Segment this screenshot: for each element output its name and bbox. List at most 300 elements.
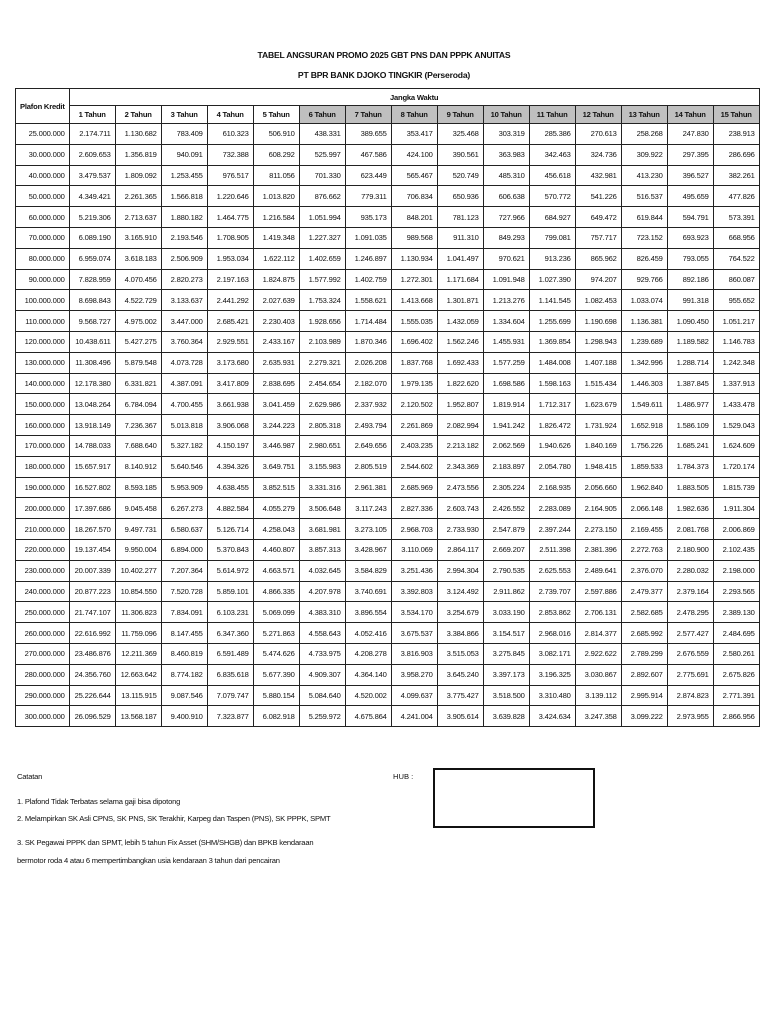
installment-cell: 3.273.105 xyxy=(345,519,391,540)
installment-cell: 495.659 xyxy=(667,186,713,207)
installment-cell: 2.183.897 xyxy=(483,456,529,477)
installment-cell: 1.953.034 xyxy=(207,248,253,269)
installment-cell: 826.459 xyxy=(621,248,667,269)
installment-cell: 2.006.869 xyxy=(713,519,759,540)
installment-cell: 7.207.364 xyxy=(161,560,207,581)
installment-cell: 24.356.760 xyxy=(69,664,115,685)
installment-cell: 650.936 xyxy=(437,186,483,207)
installment-cell: 4.099.637 xyxy=(391,685,437,706)
installment-cell: 2.081.768 xyxy=(667,519,713,540)
year-header-2: 2 Tahun xyxy=(115,106,161,124)
installment-cell: 4.558.643 xyxy=(299,623,345,644)
installment-cell: 1.334.604 xyxy=(483,311,529,332)
year-header-14: 14 Tahun xyxy=(667,106,713,124)
plafon-cell: 170.000.000 xyxy=(16,435,70,456)
table-title: TABEL ANGSURAN PROMO 2025 GBT PNS DAN PPPK ANUITAS xyxy=(257,50,511,60)
installment-cell: 1.941.242 xyxy=(483,415,529,436)
installment-cell: 9.497.731 xyxy=(115,519,161,540)
installment-cell: 2.929.551 xyxy=(207,331,253,352)
installment-cell: 811.056 xyxy=(253,165,299,186)
plafon-cell: 25.000.000 xyxy=(16,124,70,145)
installment-cell: 2.685.992 xyxy=(621,623,667,644)
installment-cell: 1.337.913 xyxy=(713,373,759,394)
installment-cell: 456.618 xyxy=(529,165,575,186)
installment-cell: 3.384.866 xyxy=(437,623,483,644)
installment-cell: 3.117.243 xyxy=(345,498,391,519)
hub-contact-box xyxy=(433,768,595,828)
installment-cell: 2.454.654 xyxy=(299,373,345,394)
installment-cell: 25.226.644 xyxy=(69,685,115,706)
installment-cell: 1.227.327 xyxy=(299,227,345,248)
installment-cell: 516.537 xyxy=(621,186,667,207)
installment-cell: 1.301.871 xyxy=(437,290,483,311)
table-row xyxy=(16,394,760,415)
installment-cell: 2.484.695 xyxy=(713,623,759,644)
installment-cell: 3.760.364 xyxy=(161,331,207,352)
plafon-cell: 200.000.000 xyxy=(16,498,70,519)
installment-cell: 2.283.089 xyxy=(529,498,575,519)
plafon-cell: 240.000.000 xyxy=(16,581,70,602)
installment-cell: 2.864.117 xyxy=(437,539,483,560)
installment-cell: 4.866.335 xyxy=(253,581,299,602)
installment-cell: 2.739.707 xyxy=(529,581,575,602)
installment-cell: 5.859.101 xyxy=(207,581,253,602)
installment-cell: 432.981 xyxy=(575,165,621,186)
installment-cell: 2.381.396 xyxy=(575,539,621,560)
installment-cell: 3.247.358 xyxy=(575,706,621,727)
installment-cell: 5.677.390 xyxy=(253,664,299,685)
installment-cell: 438.331 xyxy=(299,124,345,145)
installment-cell: 2.102.435 xyxy=(713,539,759,560)
installment-cell: 23.486.876 xyxy=(69,643,115,664)
installment-cell: 3.139.112 xyxy=(575,685,621,706)
installment-cell: 21.747.107 xyxy=(69,602,115,623)
installment-cell: 3.479.537 xyxy=(69,165,115,186)
installment-cell: 4.258.043 xyxy=(253,519,299,540)
installment-cell: 1.562.246 xyxy=(437,331,483,352)
installment-cell: 2.054.780 xyxy=(529,456,575,477)
installment-cell: 1.692.433 xyxy=(437,352,483,373)
plafon-cell: 260.000.000 xyxy=(16,623,70,644)
plafon-cell: 60.000.000 xyxy=(16,207,70,228)
installment-cell: 520.749 xyxy=(437,165,483,186)
installment-cell: 2.874.823 xyxy=(667,685,713,706)
plafon-cell: 190.000.000 xyxy=(16,477,70,498)
installment-cell: 2.706.131 xyxy=(575,602,621,623)
table-row xyxy=(16,623,760,644)
installment-cell: 2.379.164 xyxy=(667,581,713,602)
installment-cell: 1.387.845 xyxy=(667,373,713,394)
installment-cell: 2.577.427 xyxy=(667,623,713,644)
installment-table xyxy=(15,88,760,727)
installment-cell: 3.251.436 xyxy=(391,560,437,581)
installment-cell: 3.896.554 xyxy=(345,602,391,623)
installment-cell: 1.685.241 xyxy=(667,435,713,456)
installment-cell: 1.090.450 xyxy=(667,311,713,332)
installment-cell: 606.638 xyxy=(483,186,529,207)
installment-cell: 6.835.618 xyxy=(207,664,253,685)
installment-cell: 594.791 xyxy=(667,207,713,228)
installment-cell: 1.216.584 xyxy=(253,207,299,228)
plafon-cell: 270.000.000 xyxy=(16,643,70,664)
installment-cell: 3.518.500 xyxy=(483,685,529,706)
installment-cell: 2.168.935 xyxy=(529,477,575,498)
installment-cell: 4.394.326 xyxy=(207,456,253,477)
table-row xyxy=(16,643,760,664)
year-header-1: 1 Tahun xyxy=(69,106,115,124)
installment-cell: 929.766 xyxy=(621,269,667,290)
installment-cell: 727.966 xyxy=(483,207,529,228)
year-header-3: 3 Tahun xyxy=(161,106,207,124)
installment-cell: 2.279.321 xyxy=(299,352,345,373)
year-header-4: 4 Tahun xyxy=(207,106,253,124)
installment-cell: 3.173.680 xyxy=(207,352,253,373)
installment-cell: 1.586.109 xyxy=(667,415,713,436)
installment-cell: 9.950.004 xyxy=(115,539,161,560)
installment-cell: 3.681.981 xyxy=(299,519,345,540)
installment-cell: 2.580.261 xyxy=(713,643,759,664)
table-row xyxy=(16,456,760,477)
installment-cell: 779.311 xyxy=(345,186,391,207)
installment-cell: 5.640.546 xyxy=(161,456,207,477)
installment-cell: 1.213.276 xyxy=(483,290,529,311)
installment-cell: 892.186 xyxy=(667,269,713,290)
installment-cell: 2.789.299 xyxy=(621,643,667,664)
installment-cell: 2.547.879 xyxy=(483,519,529,540)
installment-cell: 4.700.455 xyxy=(161,394,207,415)
installment-cell: 701.330 xyxy=(299,165,345,186)
installment-cell: 2.174.711 xyxy=(69,124,115,145)
table-row xyxy=(16,435,760,456)
installment-cell: 2.397.244 xyxy=(529,519,575,540)
installment-cell: 2.968.016 xyxy=(529,623,575,644)
installment-cell: 1.091.948 xyxy=(483,269,529,290)
table-row xyxy=(16,498,760,519)
table-row xyxy=(16,269,760,290)
installment-cell: 3.310.480 xyxy=(529,685,575,706)
installment-cell: 1.622.112 xyxy=(253,248,299,269)
year-header-8: 8 Tahun xyxy=(391,106,437,124)
installment-cell: 4.073.728 xyxy=(161,352,207,373)
installment-cell: 2.685.421 xyxy=(207,311,253,332)
installment-cell: 396.527 xyxy=(667,165,713,186)
installment-cell: 5.614.972 xyxy=(207,560,253,581)
table-row xyxy=(16,227,760,248)
installment-cell: 6.267.273 xyxy=(161,498,207,519)
installment-cell: 706.834 xyxy=(391,186,437,207)
installment-cell: 4.207.978 xyxy=(299,581,345,602)
installment-cell: 2.062.569 xyxy=(483,435,529,456)
installment-cell: 1.698.586 xyxy=(483,373,529,394)
installment-cell: 1.962.840 xyxy=(621,477,667,498)
installment-cell: 3.041.459 xyxy=(253,394,299,415)
installment-cell: 5.953.909 xyxy=(161,477,207,498)
installment-cell: 3.082.171 xyxy=(529,643,575,664)
notes-heading: Catatan xyxy=(17,772,43,781)
installment-cell: 2.026.208 xyxy=(345,352,391,373)
installment-cell: 1.696.402 xyxy=(391,331,437,352)
installment-cell: 2.273.150 xyxy=(575,519,621,540)
installment-cell: 17.397.686 xyxy=(69,498,115,519)
installment-cell: 8.140.912 xyxy=(115,456,161,477)
installment-cell: 793.055 xyxy=(667,248,713,269)
installment-cell: 2.489.641 xyxy=(575,560,621,581)
installment-cell: 2.775.691 xyxy=(667,664,713,685)
installment-cell: 7.520.728 xyxy=(161,581,207,602)
installment-cell: 2.056.660 xyxy=(575,477,621,498)
installment-cell: 1.402.759 xyxy=(345,269,391,290)
installment-cell: 3.906.068 xyxy=(207,415,253,436)
installment-cell: 1.255.699 xyxy=(529,311,575,332)
installment-cell: 1.130.682 xyxy=(115,124,161,145)
installment-cell: 1.272.301 xyxy=(391,269,437,290)
table-row xyxy=(16,290,760,311)
table-row xyxy=(16,477,760,498)
note-2: 2. Melampirkan SK Asli CPNS, SK PNS, SK Terakhir, Karpeg dan Taspen (PNS), SK PPPK, SPMT xyxy=(17,814,331,823)
installment-cell: 285.386 xyxy=(529,124,575,145)
installment-cell: 2.164.905 xyxy=(575,498,621,519)
installment-cell: 22.616.992 xyxy=(69,623,115,644)
installment-cell: 16.527.802 xyxy=(69,477,115,498)
table-row xyxy=(16,519,760,540)
installment-cell: 2.426.552 xyxy=(483,498,529,519)
installment-cell: 303.319 xyxy=(483,124,529,145)
note-3-line-1: 3. SK Pegawai PPPK dan SPMT, lebih 5 tahun Fix Asset (SHM/SHGB) dan BPKB kendaraan xyxy=(17,838,314,847)
plafon-cell: 90.000.000 xyxy=(16,269,70,290)
year-header-10: 10 Tahun xyxy=(483,106,529,124)
installment-cell: 1.464.775 xyxy=(207,207,253,228)
years-header-row xyxy=(16,106,760,124)
note-3-line-2: bermotor roda 4 atau 6 mempertimbangkan usia kendaraan 3 tahun dari pencairan xyxy=(17,856,280,865)
installment-cell: 3.155.983 xyxy=(299,456,345,477)
table-row xyxy=(16,706,760,727)
installment-cell: 3.254.679 xyxy=(437,602,483,623)
installment-cell: 2.473.556 xyxy=(437,477,483,498)
table-row xyxy=(16,581,760,602)
installment-cell: 525.997 xyxy=(299,144,345,165)
installment-cell: 565.467 xyxy=(391,165,437,186)
company-name: PT BPR BANK DJOKO TINGKIR (Perseroda) xyxy=(297,70,471,80)
installment-cell: 1.756.226 xyxy=(621,435,667,456)
installment-cell: 2.790.535 xyxy=(483,560,529,581)
installment-cell: 324.736 xyxy=(575,144,621,165)
hub-label: HUB : xyxy=(393,772,414,781)
table-row xyxy=(16,352,760,373)
installment-cell: 2.182.070 xyxy=(345,373,391,394)
plafon-cell: 30.000.000 xyxy=(16,144,70,165)
installment-cell: 2.261.365 xyxy=(115,186,161,207)
installment-cell: 2.675.826 xyxy=(713,664,759,685)
installment-cell: 1.809.092 xyxy=(115,165,161,186)
jangka-waktu-header: Jangka Waktu xyxy=(69,89,759,106)
installment-cell: 1.342.996 xyxy=(621,352,667,373)
installment-cell: 723.152 xyxy=(621,227,667,248)
installment-cell: 1.712.317 xyxy=(529,394,575,415)
installment-cell: 3.816.903 xyxy=(391,643,437,664)
installment-cell: 2.343.369 xyxy=(437,456,483,477)
installment-cell: 623.449 xyxy=(345,165,391,186)
plafon-cell: 120.000.000 xyxy=(16,331,70,352)
installment-cell: 940.091 xyxy=(161,144,207,165)
installment-cell: 3.675.537 xyxy=(391,623,437,644)
installment-cell: 1.624.609 xyxy=(713,435,759,456)
installment-cell: 1.288.714 xyxy=(667,352,713,373)
plafon-cell: 130.000.000 xyxy=(16,352,70,373)
installment-cell: 3.417.809 xyxy=(207,373,253,394)
installment-cell: 2.838.695 xyxy=(253,373,299,394)
installment-cell: 8.593.185 xyxy=(115,477,161,498)
installment-cell: 1.549.611 xyxy=(621,394,667,415)
installment-cell: 7.079.747 xyxy=(207,685,253,706)
installment-cell: 3.124.492 xyxy=(437,581,483,602)
installment-cell: 4.052.416 xyxy=(345,623,391,644)
installment-cell: 2.511.398 xyxy=(529,539,575,560)
installment-cell: 13.048.264 xyxy=(69,394,115,415)
installment-cell: 3.661.938 xyxy=(207,394,253,415)
installment-cell: 3.133.637 xyxy=(161,290,207,311)
installment-cell: 10.854.550 xyxy=(115,581,161,602)
installment-cell: 1.598.163 xyxy=(529,373,575,394)
table-row xyxy=(16,560,760,581)
installment-cell: 2.272.763 xyxy=(621,539,667,560)
installment-cell: 9.045.458 xyxy=(115,498,161,519)
installment-cell: 424.100 xyxy=(391,144,437,165)
installment-cell: 1.529.043 xyxy=(713,415,759,436)
installment-cell: 1.407.188 xyxy=(575,352,621,373)
installment-cell: 2.180.900 xyxy=(667,539,713,560)
installment-cell: 876.662 xyxy=(299,186,345,207)
installment-cell: 1.979.135 xyxy=(391,373,437,394)
installment-cell: 2.980.651 xyxy=(299,435,345,456)
installment-cell: 3.506.648 xyxy=(299,498,345,519)
installment-cell: 13.115.915 xyxy=(115,685,161,706)
year-header-6: 6 Tahun xyxy=(299,106,345,124)
table-row xyxy=(16,602,760,623)
plafon-cell: 70.000.000 xyxy=(16,227,70,248)
installment-cell: 8.774.182 xyxy=(161,664,207,685)
installment-cell: 1.880.182 xyxy=(161,207,207,228)
installment-cell: 2.493.794 xyxy=(345,415,391,436)
installment-cell: 2.506.909 xyxy=(161,248,207,269)
installment-cell: 3.515.053 xyxy=(437,643,483,664)
installment-cell: 11.308.496 xyxy=(69,352,115,373)
installment-cell: 860.087 xyxy=(713,269,759,290)
year-header-11: 11 Tahun xyxy=(529,106,575,124)
installment-cell: 286.696 xyxy=(713,144,759,165)
installment-cell: 1.623.679 xyxy=(575,394,621,415)
installment-cell: 1.239.689 xyxy=(621,331,667,352)
installment-cell: 3.033.190 xyxy=(483,602,529,623)
installment-cell: 11.306.823 xyxy=(115,602,161,623)
installment-cell: 865.962 xyxy=(575,248,621,269)
installment-cell: 1.870.346 xyxy=(345,331,391,352)
installment-cell: 1.753.324 xyxy=(299,290,345,311)
installment-cell: 309.922 xyxy=(621,144,667,165)
installment-cell: 3.331.316 xyxy=(299,477,345,498)
installment-cell: 2.441.292 xyxy=(207,290,253,311)
installment-cell: 2.629.986 xyxy=(299,394,345,415)
installment-cell: 3.392.803 xyxy=(391,581,437,602)
installment-cell: 2.479.377 xyxy=(621,581,667,602)
plafon-cell: 140.000.000 xyxy=(16,373,70,394)
installment-cell: 10.402.277 xyxy=(115,560,161,581)
installment-cell: 2.376.070 xyxy=(621,560,667,581)
installment-cell: 6.347.360 xyxy=(207,623,253,644)
plafon-cell: 280.000.000 xyxy=(16,664,70,685)
plafon-cell: 160.000.000 xyxy=(16,415,70,436)
installment-cell: 4.909.307 xyxy=(299,664,345,685)
installment-cell: 4.522.729 xyxy=(115,290,161,311)
installment-cell: 4.070.456 xyxy=(115,269,161,290)
installment-cell: 4.638.455 xyxy=(207,477,253,498)
installment-cell: 5.013.818 xyxy=(161,415,207,436)
plafon-cell: 230.000.000 xyxy=(16,560,70,581)
year-header-7: 7 Tahun xyxy=(345,106,391,124)
installment-cell: 7.828.959 xyxy=(69,269,115,290)
installment-cell: 477.826 xyxy=(713,186,759,207)
installment-cell: 3.397.173 xyxy=(483,664,529,685)
installment-cell: 12.663.642 xyxy=(115,664,161,685)
installment-cell: 1.189.582 xyxy=(667,331,713,352)
installment-cell: 413.230 xyxy=(621,165,667,186)
installment-cell: 849.293 xyxy=(483,227,529,248)
installment-cell: 297.395 xyxy=(667,144,713,165)
installment-cell: 608.292 xyxy=(253,144,299,165)
installment-cell: 6.959.074 xyxy=(69,248,115,269)
installment-cell: 2.922.622 xyxy=(575,643,621,664)
installment-cell: 2.853.862 xyxy=(529,602,575,623)
installment-cell: 12.178.380 xyxy=(69,373,115,394)
installment-cell: 2.197.163 xyxy=(207,269,253,290)
installment-cell: 570.772 xyxy=(529,186,575,207)
installment-cell: 2.193.546 xyxy=(161,227,207,248)
installment-cell: 1.190.698 xyxy=(575,311,621,332)
installment-cell: 1.242.348 xyxy=(713,352,759,373)
installment-cell: 2.120.502 xyxy=(391,394,437,415)
installment-cell: 3.534.170 xyxy=(391,602,437,623)
installment-cell: 9.568.727 xyxy=(69,311,115,332)
installment-cell: 389.655 xyxy=(345,124,391,145)
installment-cell: 1.883.505 xyxy=(667,477,713,498)
table-row xyxy=(16,311,760,332)
installment-cell: 8.460.819 xyxy=(161,643,207,664)
installment-cell: 3.857.313 xyxy=(299,539,345,560)
installment-cell: 541.226 xyxy=(575,186,621,207)
plafon-cell: 80.000.000 xyxy=(16,248,70,269)
table-row xyxy=(16,124,760,145)
plafon-cell: 100.000.000 xyxy=(16,290,70,311)
installment-cell: 4.882.584 xyxy=(207,498,253,519)
installment-cell: 467.586 xyxy=(345,144,391,165)
installment-cell: 3.584.829 xyxy=(345,560,391,581)
installment-cell: 3.775.427 xyxy=(437,685,483,706)
installment-cell: 6.591.489 xyxy=(207,643,253,664)
installment-cell: 2.082.994 xyxy=(437,415,483,436)
installment-cell: 15.657.917 xyxy=(69,456,115,477)
installment-cell: 26.096.529 xyxy=(69,706,115,727)
installment-cell: 1.433.478 xyxy=(713,394,759,415)
installment-cell: 1.948.415 xyxy=(575,456,621,477)
installment-cell: 1.013.820 xyxy=(253,186,299,207)
installment-cell: 3.649.751 xyxy=(253,456,299,477)
table-row xyxy=(16,186,760,207)
installment-cell: 1.577.259 xyxy=(483,352,529,373)
installment-cell: 1.911.304 xyxy=(713,498,759,519)
installment-cell: 783.409 xyxy=(161,124,207,145)
table-row xyxy=(16,415,760,436)
installment-cell: 1.027.390 xyxy=(529,269,575,290)
installment-cell: 353.417 xyxy=(391,124,437,145)
